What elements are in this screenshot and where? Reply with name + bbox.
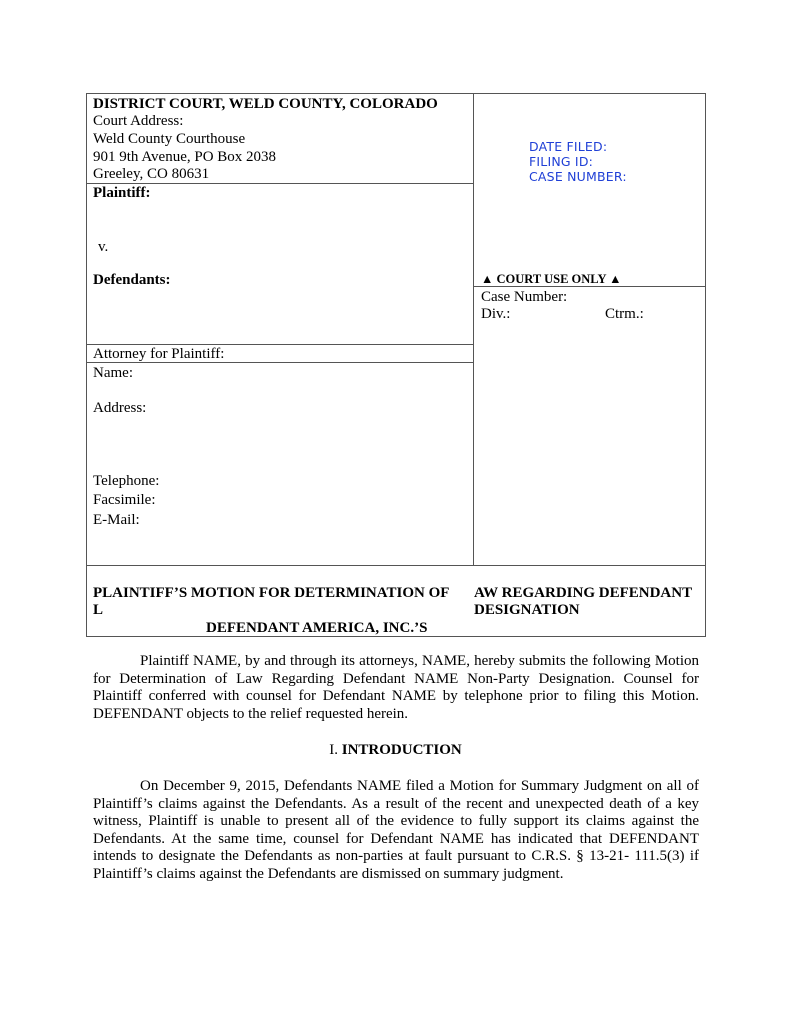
court-building: Weld County Courthouse <box>93 131 246 147</box>
case-number-label: Case Number: <box>481 289 568 305</box>
div-label: Div.: <box>481 306 511 322</box>
attorney-label: Attorney for Plaintiff: <box>93 346 225 362</box>
plaintiff-label: Plaintiff: <box>93 185 151 201</box>
introduction-paragraph: On December 9, 2015, Defendants NAME filed a Motion for Summary Judgment on all of Plaintiff’s claims against the Defendants. As a result of the recent and unexpected death of a key witness, Plaintiff is unable to present all of the evidence to fully support its claims against the Defendants. At the same time, counsel for Defendant NAME has indicated that DEFENDANT intends to designate the Defendants as non-parties at fault pursuant to C.R.S. § 13-21- 111.5(3) if Plaintiff’s claims against the Defendants are dismissed on summary judgment. <box>93 778 699 882</box>
facsimile-label: Facsimile: <box>93 492 156 508</box>
case-number-header: CASE NUMBER: <box>529 169 627 184</box>
ctrm-label: Ctrm.: <box>605 306 644 322</box>
defendants-label: Defendants: <box>93 272 171 288</box>
court-address-label: Court Address: <box>93 113 184 129</box>
court-use-only-label: ▲ COURT USE ONLY ▲ <box>481 272 622 286</box>
caption-divider-title <box>86 565 706 566</box>
caption-border-top <box>86 93 706 94</box>
intro-paragraph: Plaintiff NAME, by and through its attorneys, NAME, hereby submits the following Motion for Determination of Law Regarding Defendant NAME Non-Party Designation. Counsel for Plaintiff conferred with counsel for Defendant NAME by telephone prior to filing this Motion. DEFENDANT objects to the relief requested herein. <box>93 653 699 722</box>
court-name: DISTRICT COURT, WELD COUNTY, COLORADO <box>93 96 438 112</box>
title-left-line2: L <box>93 602 104 618</box>
versus-text: v. <box>98 239 109 255</box>
title-right-line2: DESIGNATION <box>474 602 580 618</box>
address-label: Address: <box>93 400 147 416</box>
title-right-line1: AW REGARDING DEFENDANT <box>474 585 693 601</box>
filing-id-label: FILING ID: <box>529 154 594 169</box>
email-label: E-Mail: <box>93 512 140 528</box>
caption-border-left <box>86 93 87 637</box>
court-city: Greeley, CO 80631 <box>93 166 210 182</box>
name-label: Name: <box>93 365 133 381</box>
telephone-label: Telephone: <box>93 473 160 489</box>
caption-column-divider <box>473 93 474 565</box>
date-filed-label: DATE FILED: <box>529 139 608 154</box>
section-number: I. <box>329 742 342 758</box>
title-center-line: DEFENDANT AMERICA, INC.’S <box>206 620 428 636</box>
section-heading <box>0 741 791 759</box>
caption-border-right <box>705 93 706 637</box>
title-left-line1: PLAINTIFF’S MOTION FOR DETERMINATION OF <box>93 585 450 601</box>
court-street: 901 9th Avenue, PO Box 2038 <box>93 149 277 165</box>
section-title: INTRODUCTION <box>341 742 462 758</box>
